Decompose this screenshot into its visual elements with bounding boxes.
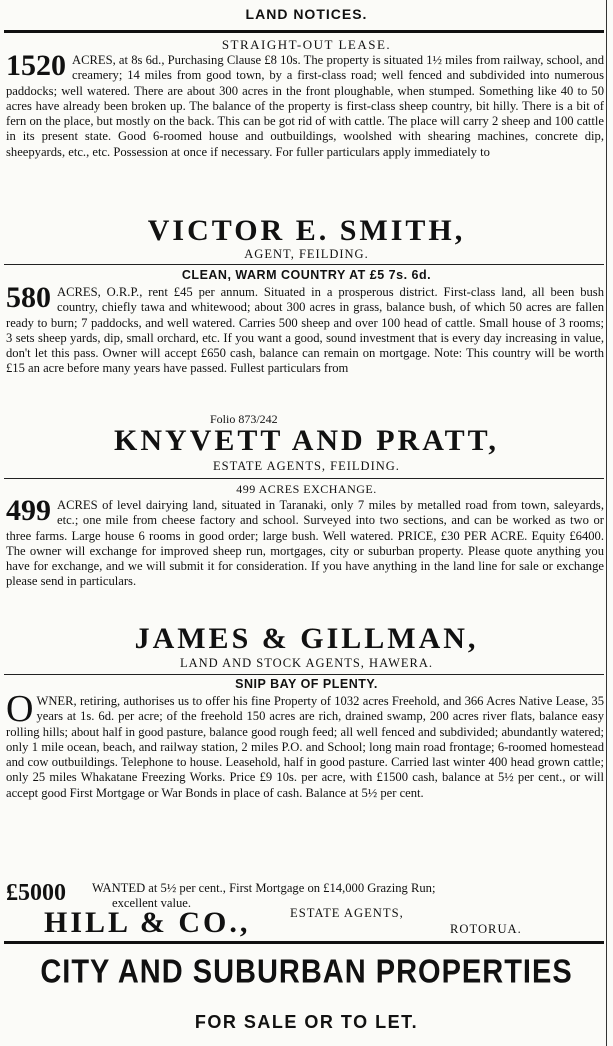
- ad4-wanted-line2: excellent value.: [112, 896, 192, 910]
- ad3-text: ACRES of level dairying land, situated in Taranaki, only 7 miles by metalled road from town, saleyards, etc.; one mile from cheese factory and school. Surveyed into two sections, and can be worked as two or three farms. Large house 6 rooms in good order; large bush. Well watered. PRICE, £30 PER ACRE. Equity £6400. The owner will exchange for improved sheep run, mortgages, city or suburban property. Please quote anything you have for exchange, and we will submit it for consideration. If you have anything in the land line for sale or exchange please send in particulars.: [6, 498, 604, 589]
- ad2-heading: CLEAN, WARM COUNTRY AT £5 7s. 6d.: [181, 268, 432, 282]
- ad1-agent-name: VICTOR E. SMITH,: [147, 214, 466, 247]
- ad2-folio: Folio 873/242: [210, 412, 278, 426]
- ad3-acres: 499: [6, 494, 51, 527]
- page-title: LAND NOTICES.: [245, 6, 368, 22]
- ad2-text: ACRES, O.R.P., rent £45 per annum. Situated in a prosperous district. First-class land, all been bush country, chiefly tawa and whitewood; about 300 acres in grass, balance bush, of which 50 acres are fallen ready to burn; 7 paddocks, and well watered. Carries 500 sheep and over 100 head of cattle. Small house of 3 rooms; 3 sets sheep yards, dip, small orchard, etc. If you want a good, sound investment that is every day increasing in value, don't let this pass. Owner will accept £650 cash, balance can remain on mortgage. Note: This country will be worth £15 an acre before many years have passed. Fullest particulars from: [6, 285, 604, 376]
- ad4-body: [6, 688, 604, 882]
- ad4-dropcap: O: [6, 688, 34, 730]
- ad2-rule: [4, 478, 604, 479]
- ad4-text: WNER, retiring, authorises us to offer his fine Property of 1032 acres Freehold, and 366 Acres Native Lease, 35 years at 1s. 6d. per acre; of the freehold 150 acres are rich, drained swamp, 200 acres river flats, balance easy rolling hills; about half in good pasture, balance good rough feed; all well fenced and subdivided; abundantly watered; only 1 mile ocean, beach, and railway station, 2 miles P.O. and School; long main road frontage; 6-roomed homestead and cow outbuildings. Telephone to house. Leasehold, half in good pasture. Carried last winter 400 head grown cattle; only 25 miles Whakatane Freezing Works. Price £9 10s. per acre, with £1500 cash, balance at 5½ per cent., or will accept good First Mortgage or War Bonds in place of cash. Balance at 5½ per cent.: [6, 694, 604, 800]
- footer-subtitle: FOR SALE OR TO LET.: [194, 1012, 419, 1032]
- ad2-acres: 580: [6, 281, 51, 314]
- ad1-heading: STRAIGHT-OUT LEASE.: [221, 37, 392, 52]
- ad1-rule: [4, 264, 604, 265]
- ad4-wanted-line1: WANTED at 5½ per cent., First Mortgage on £14,000 Grazing Run;: [92, 881, 436, 895]
- ad2-agent-name: KNYVETT AND PRATT,: [114, 424, 499, 457]
- ad4-rule: [4, 941, 604, 944]
- column-right-border: [606, 0, 607, 1046]
- ad4-agent-sub2: ROTORUA.: [450, 922, 522, 936]
- ad4-agent-name: HILL & CO.,: [44, 906, 251, 939]
- ad3-agent-sub: LAND AND STOCK AGENTS, HAWERA.: [179, 656, 434, 670]
- ad4-heading: SNIP BAY OF PLENTY.: [235, 677, 378, 691]
- ad1-acres: 1520: [6, 49, 66, 82]
- ad4-agent-sub1: ESTATE AGENTS,: [290, 906, 404, 920]
- ad3-heading: 499 ACRES EXCHANGE.: [236, 482, 377, 496]
- ad1-text: ACRES, at 8s 6d., Purchasing Clause £8 10s. The property is situated 1½ miles from railway, school, and creamery; 14 miles from good town, by a first-class road; well fenced and subdivided into numerous paddocks; well watered. There are about 300 acres in the front ploughable, when stumped. Something like 40 to 50 acres have already been broken up. The balance of the property is first-class sheep country, bit hilly. There is a bit of fern on the place, but mostly on the back. This can be got rid of with cattle. The place will carry 2 sheep and 100 cattle in its present state. Good 6-roomed house and outbuildings, woolshed with shearing machines, concrete dip, sheepyards, etc., etc. Possession at once if necessary. For fuller particulars apply immediately to: [6, 53, 604, 159]
- ad4-amount: £5000: [6, 880, 66, 906]
- ad3-agent-name: JAMES & GILLMAN,: [134, 622, 479, 655]
- ad1-agent-sub: AGENT, FEILDING.: [244, 247, 369, 261]
- header-rule: [4, 30, 604, 33]
- ad3-body: [6, 494, 604, 622]
- ad2-agent-sub: ESTATE AGENTS, FEILDING.: [213, 459, 400, 473]
- ad2-body: [6, 281, 604, 425]
- ad3-rule: [4, 674, 604, 675]
- footer-title: CITY AND SUBURBAN PROPERTIES: [40, 953, 573, 991]
- ad1-body: [6, 49, 604, 208]
